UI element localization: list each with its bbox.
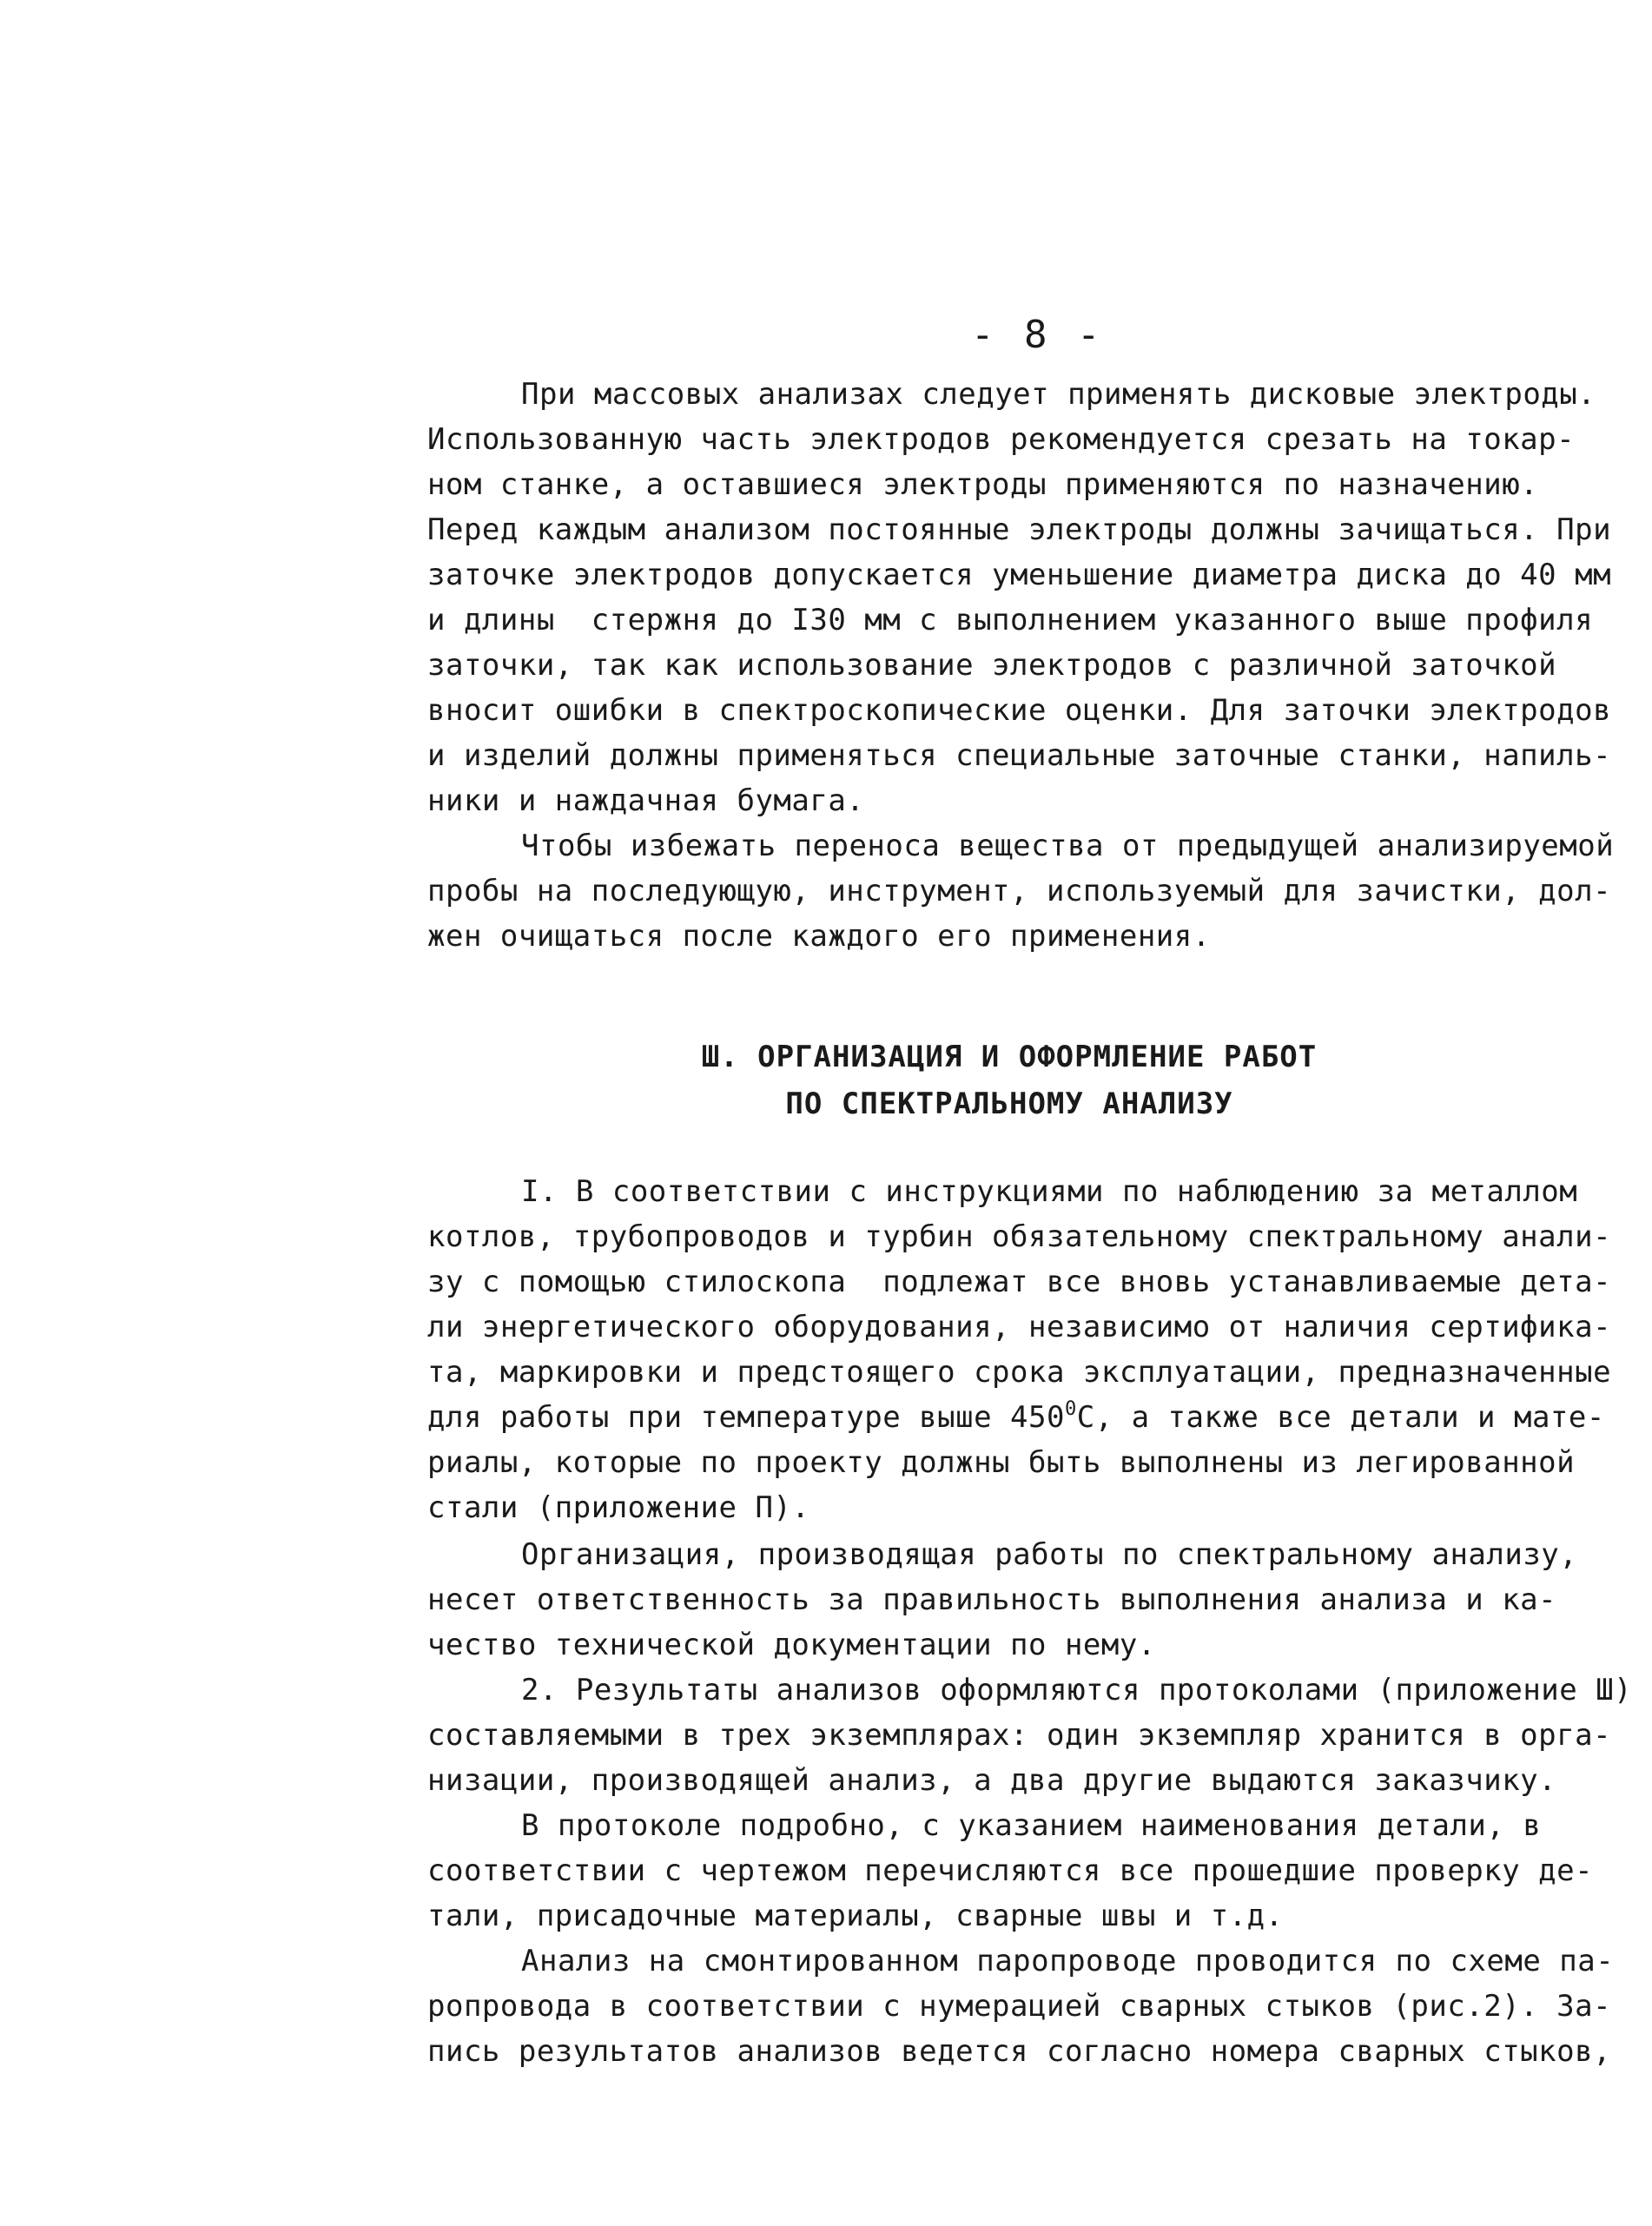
text-line: ли энергетического оборудования, независимо от наличия сертифика-	[427, 1310, 1612, 1344]
text-line: и изделий должны применяться специальные заточные станки, напиль-	[427, 738, 1612, 773]
text-line: Перед каждым анализом постоянные электроды должны зачищаться. При	[427, 512, 1612, 547]
text-line: составляемыми в трех экземплярах: один экземпляр хранится в орга-	[427, 1718, 1612, 1753]
text-line: и длины стержня до I30 мм с выполнением указанного выше профиля	[427, 603, 1594, 637]
text-line: I. В соответствии с инструкциями по наблюдению за металлом	[521, 1174, 1578, 1209]
paragraph-electrodes	[427, 372, 1612, 823]
text-line: тали, присадочные материалы, сварные швы и т.д.	[427, 1899, 1284, 1933]
paragraph-pipeline	[427, 1939, 1615, 2074]
text-line: риалы, которые по проекту должны быть выполнены из легированной	[427, 1445, 1576, 1480]
text-line: жен очищаться после каждого его применения.	[427, 919, 1211, 954]
text-line: вносит ошибки в спектроскопические оценки. Для заточки электродов	[427, 693, 1612, 728]
degree-superscript: 0	[1064, 1398, 1077, 1420]
text-line: Организация, производящая работы по спектральному анализу,	[521, 1537, 1578, 1572]
item-1	[427, 1169, 1612, 1530]
text-line: При массовых анализах следует применять дисковые электроды.	[521, 377, 1596, 412]
text-line: соответствии с чертежом перечисляются все прошедшие проверку де-	[427, 1853, 1594, 1888]
text-line: Чтобы избежать переноса вещества от предыдущей анализируемой	[521, 829, 1615, 863]
text-line: чество технической документации по нему.	[427, 1628, 1156, 1662]
paragraph-protocol	[427, 1803, 1594, 1939]
paragraph-responsibility	[427, 1532, 1591, 1668]
section-heading	[427, 1034, 1591, 1127]
text-line: стали (приложение П).	[427, 1490, 810, 1525]
text-line-temperature	[427, 1395, 1605, 1440]
text-line: В протоколе подробно, с указанием наименования детали, в	[521, 1808, 1542, 1843]
heading-line: ПО СПЕКТРАЛЬНОМУ АНАЛИЗУ	[785, 1087, 1233, 1121]
text-fragment: С, а также все детали и мате-	[1076, 1400, 1605, 1435]
text-line: ном станке, а оставшиеся электроды применяются по назначению.	[427, 467, 1539, 502]
paragraph-cleaning	[427, 823, 1615, 959]
text-line: 2. Результаты анализов оформляются протоколами (приложение Ш)	[521, 1673, 1633, 1707]
text-line: низации, производящей анализ, а два другие выдаются заказчику.	[427, 1763, 1557, 1798]
text-line: котлов, трубопроводов и турбин обязательному спектральному анали-	[427, 1219, 1612, 1254]
text-line: зу с помощью стилоскопа подлежат все вновь устанавливаемые дета-	[427, 1265, 1612, 1299]
text-line: Анализ на смонтированном паропроводе проводится по схеме па-	[521, 1944, 1615, 1978]
text-line: ропровода в соответствии с нумерацией сварных стыков (рис.2). За-	[427, 1989, 1612, 2024]
text-line: заточки, так как использование электродов с различной заточкой	[427, 648, 1557, 683]
heading-line: Ш. ОРГАНИЗАЦИЯ И ОФОРМЛЕНИЕ РАБОТ	[701, 1040, 1318, 1074]
page-number: - 8 -	[971, 313, 1104, 357]
text-line: ники и наждачная бумага.	[427, 783, 865, 818]
text-fragment: для работы при температуре выше 450	[427, 1400, 1065, 1435]
text-line: Использованную часть электродов рекомендуется срезать на токар-	[427, 422, 1576, 457]
text-line: несет ответственность за правильность выполнения анализа и ка-	[427, 1582, 1557, 1617]
text-line: пись результатов анализов ведется согласно номера сварных стыков,	[427, 2034, 1612, 2069]
item-2	[427, 1668, 1633, 1803]
text-line: пробы на последующую, инструмент, используемый для зачистки, дол-	[427, 874, 1612, 908]
text-line: та, маркировки и предстоящего срока эксплуатации, предназначенные	[427, 1355, 1612, 1390]
text-line: заточке электродов допускается уменьшение диаметра диска до 40 мм	[427, 558, 1612, 592]
